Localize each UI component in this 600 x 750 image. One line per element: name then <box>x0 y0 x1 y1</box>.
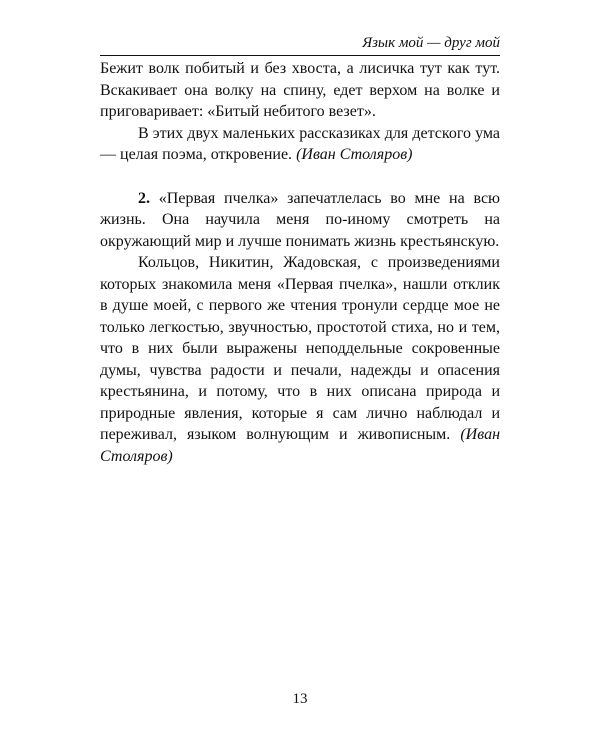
paragraph-story-comment <box>100 123 500 166</box>
author-attribution: (Иван Столяров) <box>100 426 500 465</box>
page-body <box>100 58 500 467</box>
running-head: Язык мой — друг мой <box>362 35 500 51</box>
paragraph-poets <box>100 252 500 467</box>
section-number: 2. <box>138 189 150 207</box>
paragraph-text: Кольцов, Никитин, Жадовская, с произведениями которых знакомила меня «Первая пчелка», нашли отклик в душе моей, с первого же чтения тронули сердце мое не только легкостью, звучностью, простотой стиха, но и тем, что в них были выражены неподдельные сокровенные думы, чувства радости и печали, надежды и опасения крестьянина, и потому, что в них описана природа и природные явления, которые я сам лично наблюдал и переживал, языком волнующим и живописным. <box>100 254 500 443</box>
header-rule <box>100 55 500 56</box>
page-number: 13 <box>292 691 308 707</box>
paragraph-wolf-story: Бежит волк побитый и без хвоста, а лисичка тут как тут. Вскакивает она волку на спину, едет верхом на волке и приговаривает: «Битый небитого везет». <box>100 60 500 120</box>
paragraph-first-bee <box>100 188 500 253</box>
paragraph-text: В этих двух маленьких рассказиках для детского ума — целая поэма, откровение. <box>100 124 500 163</box>
section-gap <box>100 166 500 188</box>
author-attribution: (Иван Столяров) <box>296 146 413 163</box>
paragraph-text: «Первая пчелка» запечатлелась во мне на всю жизнь. Она научила меня по-иному смотреть на окружающий мир и лучше понимать жизнь крестьянскую. <box>100 189 501 250</box>
